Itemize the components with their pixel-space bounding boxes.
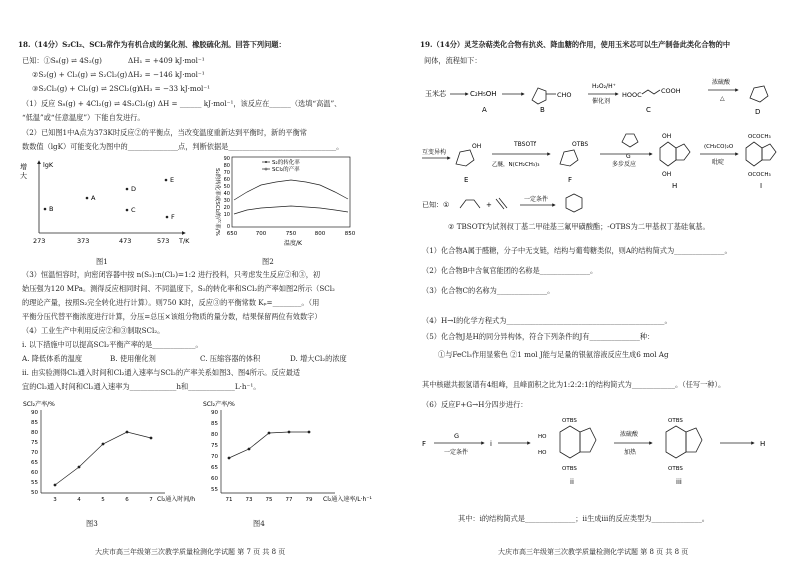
figure-4: [195, 398, 385, 513]
q19-q3: （3）化合物C的名称为______________。: [422, 286, 555, 295]
dienophile-bond-2: [499, 198, 507, 208]
fig2-ylabel: S₂的转化率或SCl₂的产率/%: [214, 168, 220, 236]
fig1-xlabel: T/K: [179, 237, 190, 245]
fig1-point-f: [166, 216, 169, 219]
right-page: [400, 0, 800, 566]
compound-iii-five-ring: [686, 428, 702, 452]
fig3-x5: 5: [101, 497, 105, 503]
eq2-dh: ΔH₂ = −146 kJ·mol⁻¹: [128, 70, 205, 79]
eq3-dh: ΔH₃ = −33 kJ·mol⁻¹: [138, 84, 211, 93]
cyclohexene-icon: [566, 194, 582, 212]
fig1-point-c: [126, 209, 129, 212]
q19-q6-end: 其中：i的结构简式是______________；ii生成iii的反应类型为______________。: [458, 514, 709, 523]
fig1-point-a: [86, 197, 89, 200]
fig4-y90: 90: [211, 410, 218, 416]
q18-p4: （4）工业生产中利用反应②和③制取SCl₂。: [22, 326, 165, 335]
i-label: i: [490, 440, 492, 448]
label-e: E: [464, 176, 469, 184]
fig1-point-b: [44, 208, 47, 211]
g-label-arrow: G: [626, 153, 631, 160]
q19-q5-conditions: ①与FeCl₃作用显紫色 ②1 mol J能与足量的银氨溶液反应生成6 mol Ag: [438, 350, 669, 359]
fig2-y0: 0: [226, 224, 230, 230]
figure-3: [15, 398, 200, 513]
fig2-caption: 图2: [262, 257, 274, 266]
fig4-y60: 60: [211, 476, 218, 482]
i-ococh3-top: OCOCH₃: [748, 134, 771, 140]
ii-otbs-top: OTBS: [562, 418, 577, 424]
fig1-point-d: [126, 188, 129, 191]
eq1: 已知：①S₈(g) ⇌ 4S₂(g): [22, 56, 102, 65]
compound-h-benzene: [660, 142, 676, 166]
fig4-caption: 图4: [253, 519, 265, 528]
tbsotf-label: TBSOTf: [514, 141, 536, 148]
fig4-y85: 85: [211, 421, 218, 427]
fig3-point-4h: [78, 466, 81, 469]
fig4-point-79: [308, 431, 311, 434]
q18-p2b: 数数值（lgK）可能变化为图中的______________点，判断依据是______________________________。: [22, 142, 344, 151]
fig3-y75: 75: [31, 440, 38, 446]
eq1-dh: ΔH₁ = +409 kJ·mol⁻¹: [128, 56, 205, 65]
ii-otbs-bottom: OTBS: [562, 466, 577, 472]
fig4-x75: 75: [265, 497, 273, 503]
fig1-tick-273: 273: [33, 237, 46, 245]
option-d: D. 增大Cl₂的浓度: [290, 354, 347, 363]
fig3-y90: 90: [31, 410, 38, 416]
fig2-scl2-yield-curve: [234, 206, 348, 214]
label-ii: ii: [570, 478, 574, 486]
option-b: B. 使用催化剂: [110, 354, 156, 363]
eq2: ②S₂(g) + Cl₂(g) ⇌ S₂Cl₂(g): [32, 70, 128, 79]
figure-1: [15, 155, 205, 255]
q18-p1a: （1）反应 S₈(g) + 4Cl₂(g) ⇌ 4S₂Cl₂(g) ΔH = ______ kJ·mol⁻¹，该反应在______（选填“高温”、: [22, 99, 342, 108]
q19-q5-nmr: 其中核磁共振氢谱有4组峰，且峰面积之比为1:2:2:1的结构简式为____________。（任写一种）。: [422, 380, 726, 389]
fig2-y30: 30: [223, 198, 230, 204]
fig4-y80: 80: [211, 432, 218, 438]
fig2-x800: 800: [314, 231, 326, 237]
compound-i-five-ring: [762, 144, 776, 160]
fig1-label-a: A: [91, 194, 96, 202]
figure-2: [212, 152, 362, 252]
fig2-y70: 70: [223, 170, 230, 176]
fig2-xlabel: 温度/K: [284, 240, 302, 247]
cond-label: 一定条件: [444, 449, 469, 456]
label-f: F: [568, 176, 573, 184]
fig3-y65: 65: [31, 460, 38, 466]
fig4-xlabel: Cl₂通入速率/L·h⁻¹: [323, 496, 372, 503]
scheme-row-1: [420, 70, 795, 130]
fig3-point-5h: [102, 443, 105, 446]
q18-p3d: 平衡分压代替平衡浓度进行计算，分压=总压×该组分物质的量分数，结果保留两位有效数字）: [22, 312, 322, 321]
scheme-q6: [420, 412, 795, 507]
fig2-legend-2: SCl₂的产率: [272, 167, 300, 173]
fig3-y50: 50: [31, 490, 38, 496]
fig2-y80: 80: [223, 163, 230, 169]
catalyst-label: 催化剂: [592, 98, 611, 105]
known-reaction: [420, 190, 620, 218]
compound-e-ring: [456, 150, 474, 166]
label-iii: iii: [676, 478, 682, 486]
q18-p4i: ⅰ. 以下措施中可以提高SCl₂平衡产率的是____________。: [22, 340, 203, 349]
fig3-xlabel: Cl₂通入时间/h: [157, 496, 196, 503]
q19-q5: （5）化合物J是H的同分异构体，符合下列条件的J有______________种：: [422, 332, 655, 341]
compound-h-five-ring: [676, 144, 690, 160]
fig3-point-7h: [150, 437, 153, 440]
fig4-y70: 70: [211, 454, 218, 460]
hooc-label: HOOC: [622, 91, 642, 99]
fig3-y85: 85: [31, 420, 38, 426]
fig2-x700: 700: [255, 231, 267, 237]
cho-label: CHO: [557, 91, 572, 99]
option-a: A. 降低体系的温度: [22, 354, 83, 363]
fig3-yield-curve: [55, 432, 151, 485]
q19-q4: （4）H→I的化学方程式为____________________________________________。: [422, 316, 672, 325]
compound-f-ring: [560, 150, 578, 166]
q18-p3c: 的理论产量，按照S₂完全转化进行计算）。则750 K时，反应③的平衡常数 Kₚ=________。（用: [22, 298, 320, 307]
fig2-legend-marker-1: [265, 161, 267, 163]
fig3-y70: 70: [31, 450, 38, 456]
fig4-x77: 77: [285, 497, 293, 503]
fig2-legend-1: S₂的转化率: [272, 160, 300, 166]
fig3-caption: 图3: [86, 519, 98, 528]
fig4-y75: 75: [211, 443, 218, 449]
isomer-label: 互变异构: [422, 149, 447, 156]
q18-title: 18.（14分）S₂Cl₂、SCl₂常作为有机合成的氯化剂、橡胶硫化剂。回答下列问题：: [18, 40, 286, 49]
compound-ii-six-ring: [560, 426, 580, 458]
fig4-yield-curve: [229, 432, 309, 458]
fig4-point-71: [228, 457, 231, 460]
fig2-legend-marker-2: [265, 168, 267, 170]
heat2-label: 加热: [624, 449, 637, 456]
fig3-y55: 55: [31, 480, 38, 486]
f-otbs: OTBS: [572, 141, 589, 148]
fig1-label-b: B: [49, 205, 54, 213]
fig4-x71: 71: [225, 497, 233, 503]
ii-ho-top: HO: [538, 434, 547, 440]
fig1-tick-373: 373: [77, 237, 90, 245]
fig2-y50: 50: [223, 184, 230, 190]
ac2o-label: (CH₃CO)₂O: [704, 144, 734, 150]
multi-step-label: 多步反应: [612, 161, 637, 168]
acid2-label: 浓硫酸: [620, 431, 639, 438]
fig1-label-c: C: [131, 206, 136, 214]
fig3-x4: 4: [77, 497, 81, 503]
label-a: A: [482, 106, 487, 114]
e-oh: OH: [472, 143, 482, 150]
q19-title-b: 间体，流程如下：: [424, 56, 482, 65]
fig1-label-e: E: [170, 176, 175, 184]
g-label: G: [454, 432, 460, 440]
fig1-caption: 图1: [96, 257, 108, 266]
fig1-tick-473: 473: [119, 237, 132, 245]
cooh-label: COOH: [661, 87, 681, 95]
ii-ho-bottom: HO: [538, 450, 547, 456]
q18-p4ii-b: 宜的Cl₂通入时间和Cl₂通入速率为_____________h和_____________L·h⁻¹。: [22, 382, 261, 391]
fig4-ylabel: SCl₂产率/%: [203, 401, 235, 408]
label-h: H: [672, 182, 678, 190]
f-label: F: [422, 440, 427, 448]
pyridine-label: 吡啶: [712, 159, 725, 166]
et-amine-label: 乙醚，N(CH₂CH₃)₃: [492, 162, 540, 168]
i-ococh3-bottom: OCOCH₃: [748, 172, 771, 178]
h-product-label: H: [760, 440, 766, 448]
label-c: C: [646, 106, 651, 114]
q19-q2: （2）化合物B中含氧官能团的名称是______________。: [422, 266, 598, 275]
fig1-label-d: D: [131, 185, 137, 193]
acid-label: 浓硫酸: [712, 79, 731, 86]
fig2-x650: 650: [226, 231, 238, 237]
fig3-x3: 3: [53, 497, 57, 503]
fig2-s2-conversion-curve: [234, 180, 348, 200]
fig2-y90: 90: [223, 156, 230, 162]
condition-label: 一定条件: [524, 196, 549, 203]
fig3-ylabel: SCl₂产率/%: [23, 401, 55, 408]
corn-label: 玉米芯: [425, 90, 446, 98]
h-oh-top: OH: [662, 133, 672, 140]
fig1-ylabel-b: 大: [20, 172, 27, 180]
compound-i-benzene: [746, 142, 762, 166]
q18-p3b: 始压强为120 MPa。测得反应相同时间、不同温度下，S₂的转化率和SCl₂的产率如图2所示（SCl₂: [22, 284, 335, 293]
fig3-point-6h: [126, 431, 129, 434]
fig4-x79: 79: [305, 497, 313, 503]
anhydride-ring: [750, 86, 768, 102]
diene-icon: [460, 200, 480, 208]
fig3-y80: 80: [31, 430, 38, 436]
known-label: 已知：①: [422, 201, 450, 209]
fig3-x6: 6: [125, 497, 129, 503]
fig1-ylabel-c: lgK: [43, 161, 54, 169]
furan-ring: [532, 88, 546, 104]
left-footer: 大庆市高三年级第三次教学质量检测化学试题 第 7 页 共 8 页: [95, 548, 286, 556]
note-2: ② TBSOTf为试剂叔丁基二甲硅基三氟甲磺酸酯；-OTBS为二甲基叔丁基硅氧基。: [448, 222, 710, 231]
option-c: C. 压缩容器的体积: [200, 354, 261, 363]
q19-title-a: 19.（14分）灵芝杂萜类化合物有抗炎、降血糖的作用，使用玉米芯可以生产制备此类化合物的中: [420, 40, 731, 49]
plus-sign: +: [486, 201, 492, 209]
fig4-x73: 73: [245, 497, 253, 503]
label-b: B: [540, 106, 545, 114]
q19-q1: （1）化合物A属于醛糖，分子中无支链，结构与葡萄糖类似，则A的结构简式为______________。: [422, 246, 732, 255]
compound-ii-five-ring: [580, 428, 596, 452]
fig1-point-e: [165, 179, 168, 182]
iii-otbs-top: OTBS: [668, 418, 683, 424]
fig4-y65: 65: [211, 465, 218, 471]
iii-otbs-bottom: OTBS: [668, 466, 683, 472]
h2o2-label: H₂O₂/H⁺: [592, 83, 616, 90]
heat-label: △: [720, 95, 725, 102]
fig3-x7: 7: [149, 497, 153, 503]
q18-p3a: （3）恒温恒容时，向密闭容器中按 n(S₂):n(Cl₂)=1:2 进行投料，只考虑发生反应②和③，初: [22, 270, 321, 279]
succinic-chain: [642, 90, 660, 94]
compound-iii-benzene: [666, 426, 686, 458]
compound-g-ring: [622, 134, 638, 147]
fig4-y55: 55: [211, 487, 218, 493]
fig2-x750: 750: [285, 231, 297, 237]
eq3: ③S₂Cl₂(g) + Cl₂(g) ⇌ 2SCl₂(g): [32, 84, 140, 93]
fig1-label-f: F: [171, 213, 175, 221]
q18-p2a: （2）已知图1中A点为373K时反应②的平衡点，当改变温度重新达到平衡时，新的平衡常: [22, 128, 307, 137]
fig2-y60: 60: [223, 177, 230, 183]
fig3-y60: 60: [31, 470, 38, 476]
fig2-y20: 20: [223, 205, 230, 211]
label-d: D: [755, 108, 761, 116]
h-oh-bottom: OH: [662, 171, 672, 178]
right-footer: 大庆市高三年级第三次教学质量检测化学试题 第 8 页 共 8 页: [498, 548, 689, 556]
c2h5oh-label: C₂H₅OH: [470, 90, 497, 98]
fig1-tick-573: 573: [157, 237, 170, 245]
fig2-x850: 850: [344, 231, 356, 237]
fig4-point-75: [268, 432, 271, 435]
label-i: I: [760, 182, 763, 190]
fig2-y40: 40: [223, 191, 230, 197]
q19-q6: （6）反应F+G→H分四步进行：: [422, 400, 528, 409]
q18-p1b: “低温”或“任意温度”）下能自发进行。: [22, 113, 145, 122]
q18-p4ii-a: ⅱ. 由实验测得Cl₂通入时间和Cl₂通入速率与SCl₂的产率关系如图3、图4所示。反应最适: [22, 368, 301, 377]
fig4-point-77: [288, 431, 291, 434]
fig3-point-3h: [54, 484, 57, 487]
fig2-y10: 10: [223, 212, 230, 218]
dienophile-bond-1: [496, 199, 504, 209]
fig4-point-73: [248, 448, 251, 451]
fig1-ylabel-a: 增: [20, 163, 27, 171]
